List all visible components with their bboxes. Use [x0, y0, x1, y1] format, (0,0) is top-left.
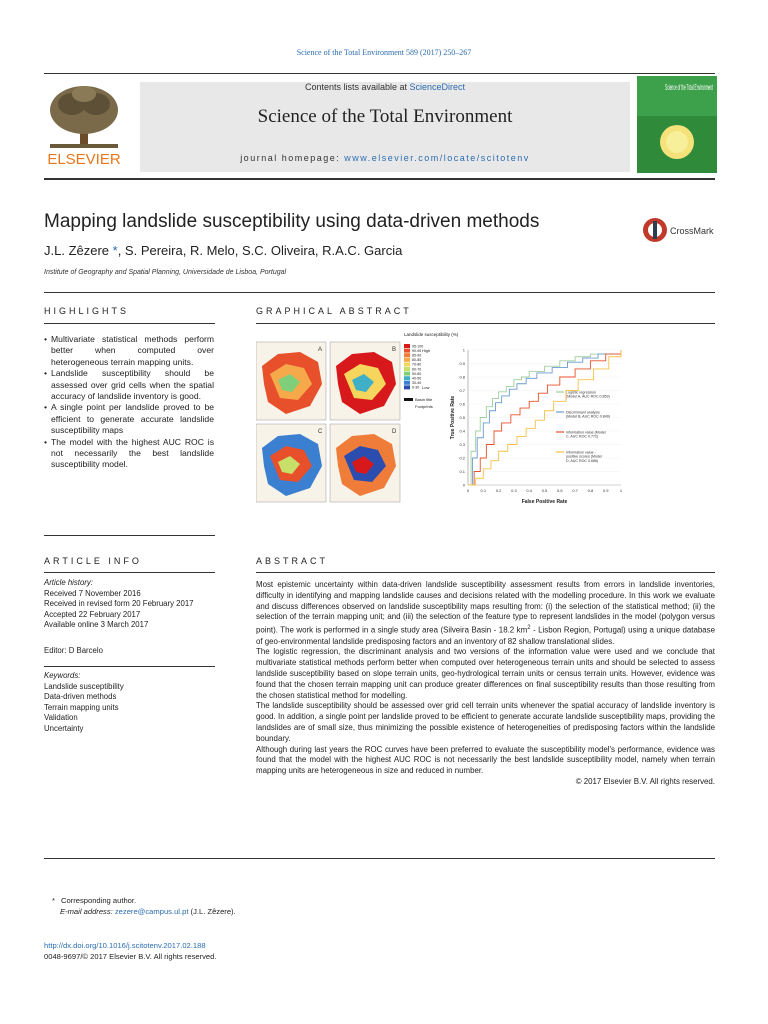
- keyword-item: Validation: [44, 713, 78, 722]
- y-axis-label: True Positive Rate: [450, 395, 456, 440]
- homepage-link[interactable]: www.elsevier.com/locate/scitotenv: [344, 153, 530, 163]
- map-legend-swatch: [404, 381, 410, 385]
- highlights-rule: [44, 323, 215, 324]
- history-online: Available online 3 March 2017: [44, 620, 149, 629]
- highlights-list: [44, 334, 214, 471]
- x-tick-label: 0.1: [480, 488, 487, 493]
- article-history-label: Article history:: [44, 578, 93, 587]
- x-tick-label: 0: [466, 488, 470, 493]
- corresponding-author-note: Corresponding author.: [60, 896, 137, 905]
- y-tick-label: 0.7: [459, 388, 465, 393]
- map-legend-label: 50-60: [412, 371, 422, 376]
- abstract-heading: ABSTRACT: [256, 556, 329, 566]
- x-tick-label: 0.6: [557, 488, 563, 493]
- email-suffix: (J.L. Zêzere).: [188, 907, 236, 916]
- y-tick-label: 0.4: [459, 428, 465, 434]
- abstract-paragraph-1: [256, 580, 715, 647]
- footnote: [44, 895, 236, 917]
- history-accepted: Accepted 22 February 2017: [44, 609, 141, 619]
- highlight-item: • Multivariate statistical methods perform better when computed over heterogeneous terrain mapping units.: [44, 334, 214, 368]
- y-tick-label: 0.2: [459, 455, 465, 461]
- corresponding-mark[interactable]: *: [109, 243, 118, 258]
- abstract-p1-text: Most epistemic uncertainty within data-driven landslide susceptibility assessment results from errors in landslide inventories, difficulty in identifying and mapping landslide causes and decisions related with the modelling procedure. In this work we evaluate and discuss differences observed on landslide susceptibility maps resulting from: (i) the selection of the statistical method; (ii) the selection of the terrain mapping unit; and (iii) the selection of the feature type to represent landslides in the model (polygon versus point). The work is performed in a single study area (Silveira Basin - 18.2 km: [256, 580, 715, 635]
- map-panel-c: [256, 424, 326, 502]
- y-tick-label: 0: [462, 482, 465, 488]
- abstract-rule: [256, 572, 715, 573]
- issn-line: 0048-9697/© 2017 Elsevier B.V. All rights reserved.: [44, 952, 217, 961]
- highlight-item: • Landslide susceptibility should be assessed over grid cells when the spatial accuracy of landslide inventory is good.: [44, 368, 214, 402]
- journal-title: Science of the Total Environment: [257, 106, 513, 127]
- map-legend-label: 80-85: [412, 358, 422, 363]
- keyword-item: Data-driven methods: [44, 692, 117, 701]
- elsevier-tree-logo[interactable]: [44, 80, 124, 170]
- map-legend-swatch: [404, 362, 410, 366]
- homepage-label: journal homepage:: [240, 153, 345, 163]
- journal-cover[interactable]: [637, 76, 717, 173]
- journal-homepage: [140, 153, 630, 163]
- map-legend-swatch: [404, 344, 410, 348]
- header-rule: [44, 178, 715, 180]
- author-corresponding[interactable]: J.L. Zêzere: [44, 243, 110, 258]
- contents-line: [140, 82, 630, 92]
- highlight-item: • A single point per landslide proved to be efficient to generate accurate landslide susceptibility maps: [44, 402, 214, 436]
- map-legend-title: Landslide susceptibility (%): [404, 332, 459, 337]
- map-legend-swatch: [404, 385, 410, 389]
- cover-title: Science of the Total Environment: [665, 83, 714, 92]
- roc-chart: [450, 348, 623, 506]
- article-history: [44, 578, 214, 631]
- map-legend-label: 85-90: [412, 353, 422, 358]
- map-legend-label: 95-100: [412, 344, 424, 349]
- abstract-copyright: © 2017 Elsevier B.V. All rights reserved.: [575, 776, 715, 786]
- elsevier-wordmark: ELSEVIER: [47, 151, 121, 168]
- legend-label: Logistic regression (Model A, AUC ROC 0.859): [566, 390, 610, 399]
- affiliation-rule: [44, 292, 715, 293]
- highlights-bottom-rule: [44, 535, 215, 536]
- x-tick-label: 0.7: [572, 488, 578, 493]
- y-tick-label: 1: [462, 347, 465, 353]
- abstract-p1-text-end: - Lisbon Region, Portugal) using a unique database of geo-environmental landslide predisposing factors and an inventory of 82 shallow translational slides.: [256, 625, 715, 646]
- map-panel-b: [330, 342, 400, 420]
- footnote-mark: *: [52, 896, 55, 905]
- map-panel-d: [330, 424, 400, 502]
- map-legend-label: 70-80: [412, 362, 422, 367]
- map-panel-a: [256, 342, 326, 420]
- x-tick-label: 0.9: [602, 488, 609, 493]
- history-received: Received 7 November 2016: [44, 588, 141, 598]
- graphical-abstract-figure[interactable]: [256, 330, 631, 510]
- footnote-corresponding: [44, 895, 236, 906]
- map-legend-swatch: [404, 367, 410, 371]
- x-tick-label: 0.5: [541, 488, 548, 493]
- x-tick-label: 0.3: [511, 488, 517, 493]
- graphical-abstract-heading: GRAPHICAL ABSTRACT: [256, 306, 412, 316]
- editor-line: Editor: D Barcelo: [44, 646, 103, 655]
- y-tick-label: 0.1: [459, 469, 465, 474]
- author-others: , S. Pereira, R. Melo, S.C. Oliveira, R.A.C. Garcia: [117, 243, 403, 258]
- legend-label: Information value (Model C, AUC ROC 0.772): [566, 430, 606, 439]
- footnote-email-line: [60, 906, 236, 917]
- x-tick-label: 0.2: [495, 488, 502, 493]
- legend-label: Discriminant analysis (Model B, AUC ROC 0.849): [566, 410, 610, 419]
- map-legend-label: 60-70: [412, 367, 422, 372]
- abstract-paragraph-3: The landslide susceptibility should be assessed over grid cell terrain units whenever the spatial accuracy of landslide inventory is good. In addition, a single point per landslide proved to be efficient to generate accurate landslide susceptibility maps, providing the landslides are of small size, thus minimizing the possible existence of heterogeneities of predisposing factors within the landslide boundary.: [256, 701, 715, 743]
- doi-link[interactable]: http://dx.doi.org/10.1016/j.scitotenv.2017.02.188: [44, 941, 206, 950]
- paper-title: Mapping landslide susceptibility using data-driven methods: [44, 211, 540, 232]
- x-tick-label: 0.8: [587, 488, 594, 493]
- highlights-heading: HIGHLIGHTS: [44, 306, 130, 316]
- sciencedirect-link[interactable]: ScienceDirect: [409, 82, 466, 92]
- crossmark-label: CrossMark: [670, 226, 714, 236]
- map-panel-letter: B: [392, 347, 397, 353]
- graphical-abstract-svg: [256, 330, 631, 510]
- map-legend-label: 40-50: [412, 376, 422, 381]
- y-tick-label: 0.9: [459, 361, 465, 366]
- author-list: [44, 243, 402, 258]
- map-legend-label: 0-30: [412, 385, 420, 390]
- history-revised: Received in revised form 20 February 2017: [44, 599, 194, 608]
- abstract-superscript: 2: [527, 625, 531, 632]
- email-link[interactable]: zezere@campus.ul.pt: [114, 907, 189, 916]
- email-label: E-mail address:: [60, 907, 115, 916]
- abstract-bottom-rule: [44, 858, 715, 859]
- keyword-item: Landslide susceptibility: [44, 681, 124, 691]
- map-panel-letter: C: [318, 429, 323, 435]
- map-legend-swatch: [404, 353, 410, 357]
- y-tick-label: 0.8: [459, 374, 465, 380]
- keywords-rule: [44, 666, 215, 667]
- map-legend-swatch: [404, 349, 410, 353]
- x-tick-label: 0.4: [526, 488, 532, 493]
- legend-label: Information value -positive scores (Model D, AUC ROC 0.686): [566, 450, 602, 463]
- article-info-heading: ARTICLE INFO: [44, 556, 142, 566]
- x-axis-label: False Positive Rate: [521, 499, 568, 505]
- map-legend-swatch: [404, 358, 410, 362]
- graphical-abstract-rule: [256, 323, 715, 324]
- map-legend-high: High: [422, 348, 431, 353]
- map-panel-letter: D: [392, 429, 397, 435]
- map-legend-label: 30-40: [412, 381, 422, 386]
- y-tick-label: 0.6: [459, 401, 465, 407]
- y-tick-label: 0.3: [459, 442, 465, 447]
- map-legend-label: 90-95: [412, 348, 422, 353]
- abstract-paragraph-2: The logistic regression, the discriminant analysis and two versions of the information value were used and we conclude that multivariate statistical methods perform better when computed over heterogeneous terrain units and should be selected to assess landslide susceptibility based on slope terrain units, geo-hydrological terrain units or census terrain units. However, evidence was found that the chosen terrain mapping unit can produce greater differences on final susceptibility results than those resulting from the chosen statistical method for modelling.: [256, 647, 715, 700]
- map-legend-swatch: [404, 376, 410, 380]
- keywords-label: Keywords:: [44, 671, 81, 680]
- map-legend-low: Low: [422, 385, 430, 390]
- journal-citation[interactable]: Science of the Total Environment 589 (2017) 250–267: [296, 48, 472, 57]
- keyword-item: Terrain mapping units: [44, 702, 119, 712]
- x-tick-label: 1: [619, 488, 623, 493]
- contents-prefix: Contents lists available at: [304, 82, 410, 92]
- map-legend-footprints: Footprints: [415, 404, 433, 409]
- y-tick-label: 0.5: [459, 415, 465, 420]
- article-info-rule: [44, 572, 215, 573]
- abstract-body: [256, 580, 715, 788]
- doi-block: [44, 940, 216, 962]
- map-panel-letter: A: [318, 347, 323, 353]
- abstract-paragraph-4: Although during last years the ROC curves have been preferred to evaluate the susceptibility model's performance, evidence was found that the model with the highest AUC ROC is not necessarily the best landslide susceptibility model, namely when terrain mapping units are heterogeneous in size and reduced in number.: [256, 744, 715, 776]
- top-rule: [44, 73, 715, 74]
- keywords-block: [44, 671, 214, 734]
- map-legend-boundary: Basin title: [415, 397, 433, 402]
- keyword-item: Uncertainty: [44, 723, 84, 733]
- affiliation: Institute of Geography and Spatial Planning, Universidade de Lisboa, Portugal: [44, 269, 287, 276]
- crossmark-icon[interactable]: [642, 216, 714, 244]
- highlight-item: • The model with the highest AUC ROC is not necessarily the best landslide susceptibility model.: [44, 437, 214, 471]
- map-legend-swatch: [404, 372, 410, 376]
